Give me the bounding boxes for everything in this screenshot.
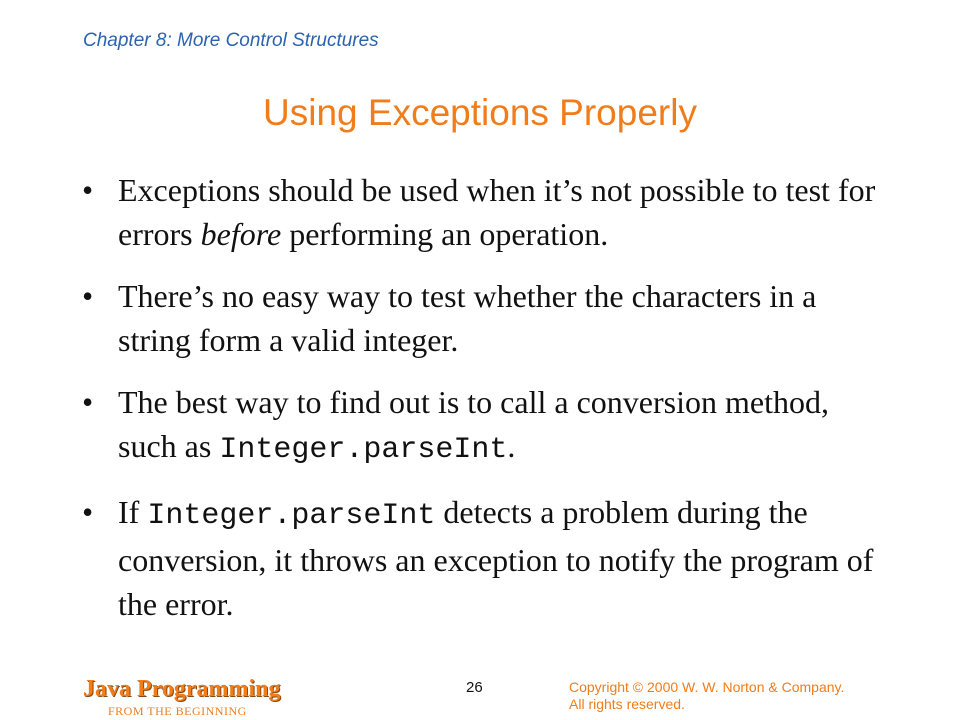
page-number: 26	[466, 679, 483, 696]
copyright-line: Copyright © 2000 W. W. Norton & Company.	[569, 679, 845, 695]
bullet-text: performing an operation.	[281, 216, 609, 252]
bullet-text: .	[507, 428, 516, 464]
footer-brand-subtitle: FROM THE BEGINNING	[108, 704, 247, 718]
footer-brand-logo: Java Programming	[83, 676, 281, 702]
copyright-notice	[569, 679, 929, 713]
bullet-icon: •	[82, 494, 94, 530]
bullet-item	[82, 380, 882, 472]
bullet-text: If	[118, 494, 148, 530]
bullet-item	[82, 274, 882, 362]
bullet-text: The best way to find out is to call a conversion method, such as	[118, 384, 829, 464]
bullet-item	[82, 168, 882, 256]
copyright-line: All rights reserved.	[569, 696, 685, 712]
chapter-label: Chapter 8: More Control Structures	[83, 30, 379, 51]
bullet-item	[82, 490, 882, 626]
slide-title: Using Exceptions Properly	[263, 92, 697, 133]
bullet-emphasis: before	[200, 216, 282, 252]
bullet-text: Exceptions should be used when it’s not possible to test for errors	[118, 172, 876, 252]
bullet-icon: •	[82, 172, 94, 208]
bullet-icon: •	[82, 278, 94, 314]
code-snippet: Integer.parseInt	[219, 433, 508, 467]
bullet-text: detects a problem during the conversion, it throws an exception to notify the program of the error.	[118, 494, 874, 622]
bullet-text: There’s no easy way to test whether the characters in a string form a valid integer.	[118, 278, 817, 358]
bullet-list	[82, 168, 882, 644]
code-snippet: Integer.parseInt	[147, 499, 436, 533]
bullet-icon: •	[82, 384, 94, 420]
